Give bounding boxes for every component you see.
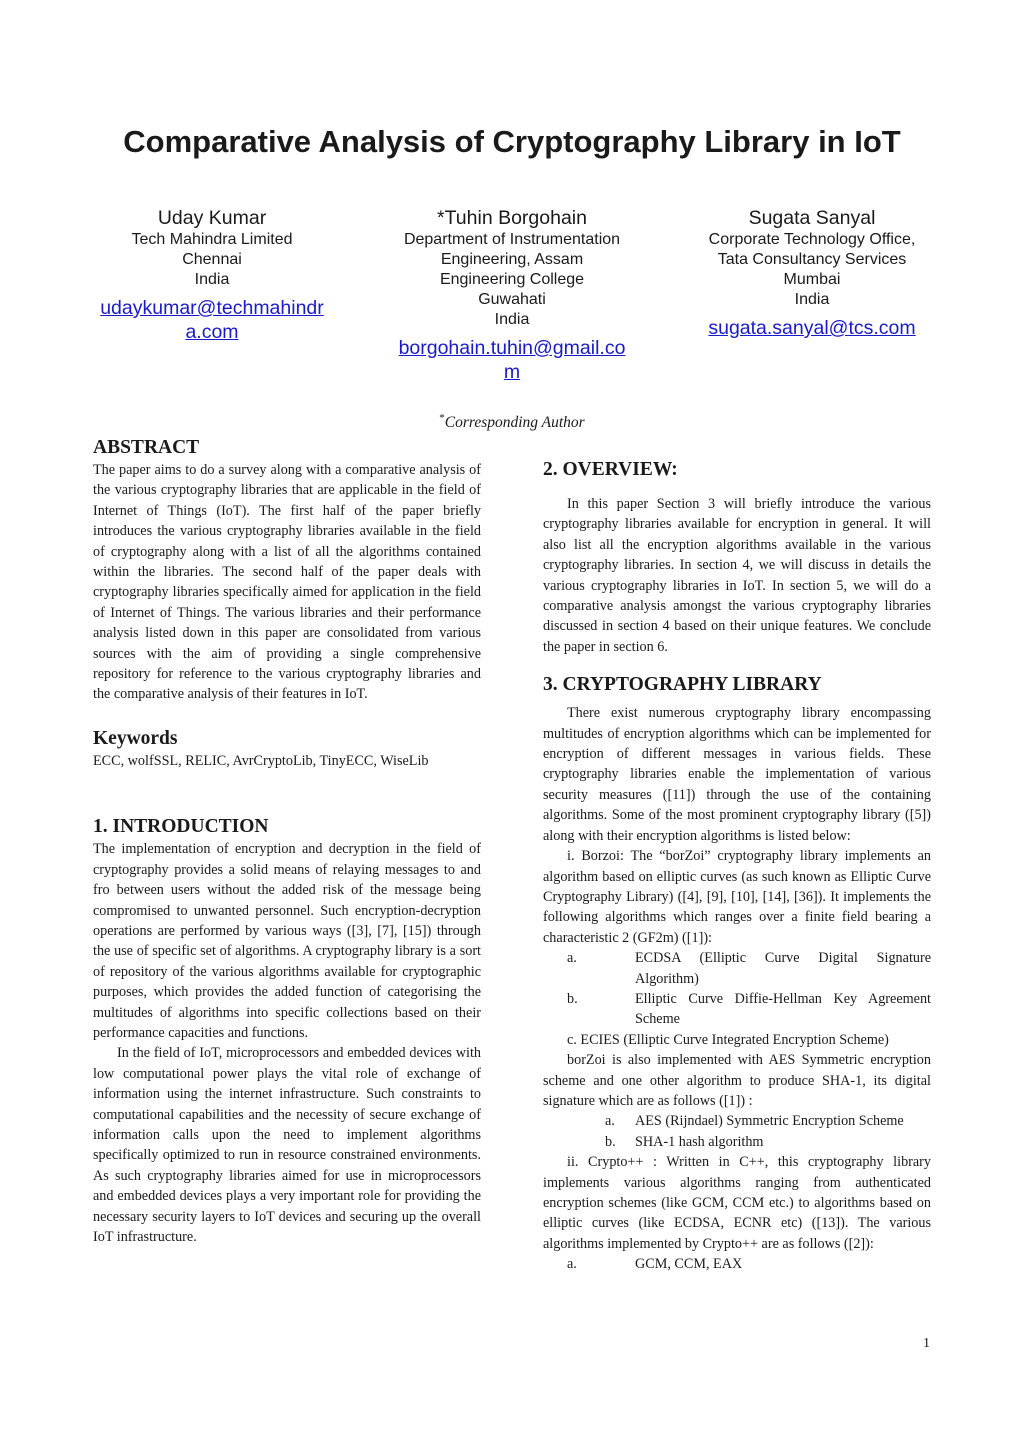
author-affiliation: Engineering College	[439, 271, 585, 288]
abstract-text: The paper aims to do a survey along with a comparative analysis of the various cryptography libraries that are applicable in the field of Internet of Things (IoT). The first half of the paper briefly introduces the various cryptography libraries available in the field of cryptography along with a list of all the algorithms contained within the libraries. The second half of the paper deals with cryptography libraries specifically aimed for application in the field of Internet of Things. The various libraries and their performance analysis listed down in this paper are consolidated from various sources with the aim of providing a single comprehensive repository for reference to the various cryptography libraries and the comparative analysis of their features in IoT.	[93, 462, 481, 703]
author-affiliation: Chennai	[182, 251, 242, 268]
email-line: a.com	[185, 321, 239, 343]
email-line: m	[503, 361, 521, 383]
algorithm-text: AES (Rijndael) Symmetric Encryption Scheme	[635, 1113, 904, 1130]
corresponding-text: Corresponding Author	[444, 414, 585, 432]
algorithm-item	[543, 948, 931, 989]
list-marker: ii.	[567, 1154, 579, 1171]
author-affiliation: Corporate Technology Office,	[708, 231, 916, 248]
introduction-paragraph: The implementation of encryption and decryption in the field of cryptography provides a solid means of relaying messages to and fro between users without the added risk of the message being compromised to unwanted personnel. Such encryption-decryption operations are performed by various ways ([3], [7], [15]) through the use of specific set of algorithms. A cryptography library is a sort of repository of the various algorithms available for cryptographic purposes, which provides the added function of categorising the multitudes of algorithms into specific collections based on their performance capacities and functions.	[93, 841, 481, 1041]
author-affiliation: Mumbai	[783, 271, 841, 288]
crypto-library-heading: 3. CRYPTOGRAPHY LIBRARY	[543, 674, 822, 696]
algorithm-text: Elliptic Curve Diffie-Hellman Key Agreement Scheme	[635, 990, 931, 1028]
page-number: 1	[923, 1336, 930, 1351]
crypto-library-intro: There exist numerous cryptography library encompassing multitudes of encryption algorithms which can be implemented for encryption of different messages in various fields. These cryptography libraries enable the implementation of various security measures ([11]) through the use of the containing algorithms. Some of the most prominent cryptography library ([5]) along with their encryption algorithms is listed below:	[543, 705, 931, 844]
list-marker: a.	[567, 950, 577, 967]
right-column	[543, 458, 931, 1275]
abstract-heading: ABSTRACT	[93, 437, 200, 458]
overview-text: In this paper Section 3 will briefly introduce the various cryptography libraries available for encryption in general. It will also list all the encryption algorithms available in the various cryptography libraries. In section 4, we will discuss in details the various cryptography libraries in IoT. In section 5, we will do a comparative analysis amongst the various cryptography libraries discussed in section 4 based on their unique features. We conclude the paper in section 6.	[543, 496, 931, 655]
author-email-link[interactable]	[392, 336, 632, 384]
algorithm-text: ECDSA (Elliptic Curve Digital Signature Algorithm)	[635, 950, 931, 987]
author-affiliation: Guwahati	[478, 291, 546, 308]
list-item-cryptopp	[543, 1152, 931, 1254]
introduction-paragraph: In the field of IoT, microprocessors and embedded devices with low computational power plays the vital role of exchange of information using the internet infrastructure. Such constraints to computational capabilities and the necessity of secure exchange of information calls upon the need to implement algorithms specifically optimized to run in resource constrained environments. As such cryptography libraries aimed for use in microprocessors and embedded devices plays a very important role for providing the necessary security layers to IoT devices and securing up the overall IoT infrastructure.	[93, 1045, 481, 1245]
author-affiliation: Engineering, Assam	[440, 251, 584, 268]
algorithm-item	[543, 1132, 931, 1152]
author-affiliation: India	[794, 291, 830, 308]
author-affiliation: Tata Consultancy Services	[717, 251, 907, 268]
author-name: Sugata Sanyal	[748, 207, 876, 229]
algorithm-item	[543, 1111, 931, 1131]
list-item-text: Crypto++ : Written in C++, this cryptography library implements various algorithms ranging from authenticated encryption schemes (like GCM, CCM etc.) to algorithms based on elliptic curves (like ECDSA, ECNR etc) ([13]). The various algorithms implemented by Crypto++ are as follows ([2]):	[543, 1154, 931, 1252]
list-marker: c.	[567, 1031, 577, 1048]
author-block	[92, 206, 332, 344]
introduction-heading: 1. INTRODUCTION	[93, 816, 269, 838]
list-item-text: Borzoi: The “borZoi” cryptography library implements an algorithm based on elliptic curves (as such known as Elliptic Curve Cryptography Library) ([4], [9], [10], [14], [36]). It implements the following algorithms which ranges over a finite field bearing a characteristic 2 (GF2m) ([1]):	[543, 848, 931, 946]
author-affiliation: India	[494, 311, 530, 328]
author-block	[392, 206, 632, 384]
corresponding-author-note	[412, 412, 612, 432]
author-name: *Tuhin Borgohain	[437, 207, 587, 229]
algorithm-text: ECIES (Elliptic Curve Integrated Encryption Scheme)	[580, 1031, 889, 1048]
algorithm-text: SHA-1 hash algorithm	[635, 1133, 764, 1150]
author-block	[692, 206, 932, 340]
list-marker: i.	[567, 848, 575, 865]
author-email-link[interactable]	[692, 316, 932, 340]
author-affiliation: India	[194, 271, 230, 288]
keywords-text: ECC, wolfSSL, RELIC, AvrCryptoLib, TinyECC, WiseLib	[93, 752, 429, 769]
author-email-link[interactable]	[92, 296, 332, 344]
left-column	[93, 436, 481, 1247]
email-line: udaykumar@techmahindr	[100, 297, 324, 319]
asterisk-mark: *	[439, 412, 445, 424]
algorithm-text: GCM, CCM, EAX	[635, 1256, 743, 1273]
algorithm-item	[543, 989, 931, 1030]
paper-title: Comparative Analysis of Cryptography Library in IoT	[123, 124, 901, 159]
algorithm-item	[543, 1030, 931, 1050]
borzoi-note: borZoi is also implemented with AES Symmetric encryption scheme and one other algorithm to produce SHA-1, its digital signature which are as follows ([1]) :	[543, 1052, 931, 1109]
list-item-borzoi	[543, 846, 931, 948]
list-marker: a.	[605, 1113, 615, 1130]
email-line: sugata.sanyal@tcs.com	[708, 317, 916, 339]
email-line: borgohain.tuhin@gmail.co	[398, 337, 626, 359]
list-marker: b.	[605, 1133, 616, 1150]
author-affiliation: Department of Instrumentation	[403, 231, 621, 248]
overview-heading: 2. OVERVIEW:	[543, 459, 678, 480]
list-marker: a.	[567, 1256, 577, 1273]
author-affiliation: Tech Mahindra Limited	[131, 231, 293, 248]
list-marker: b.	[567, 990, 578, 1007]
author-name: Uday Kumar	[157, 207, 267, 229]
algorithm-item	[543, 1254, 931, 1274]
keywords-heading: Keywords	[93, 727, 178, 749]
